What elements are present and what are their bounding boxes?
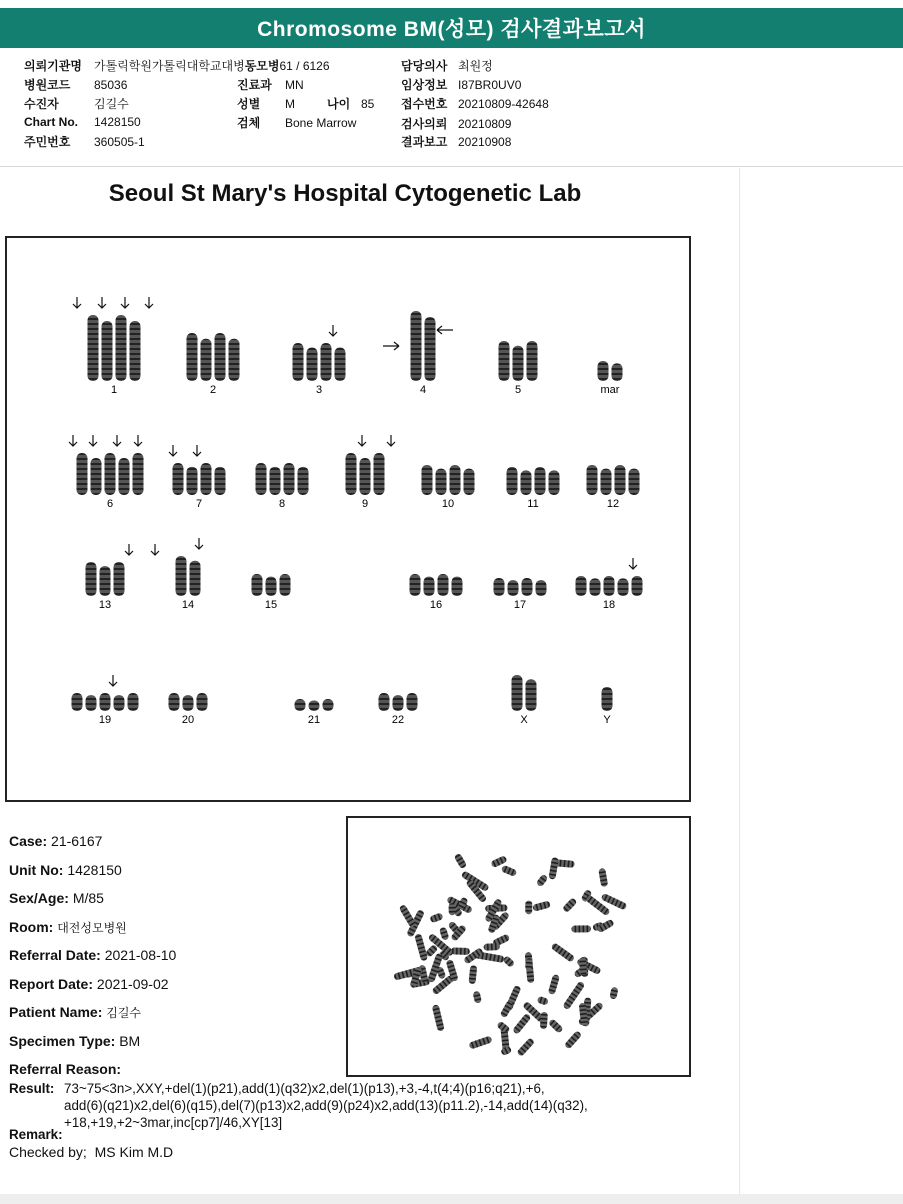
chromosome: [374, 453, 385, 495]
chromosome-label: 3: [315, 384, 323, 396]
chromosome: [598, 361, 609, 381]
karyogram: [7, 238, 689, 800]
chromosome: [513, 346, 524, 381]
referral-reason-field: Referral Reason:: [9, 1061, 122, 1077]
chromosome: [494, 578, 505, 596]
chromosome-group-6: [69, 435, 144, 510]
chromosome: [298, 467, 309, 495]
metaphase-chromosome: [500, 1046, 512, 1057]
chromosome-label: 13: [98, 599, 112, 611]
arrow-down-icon: [121, 297, 129, 308]
metaphase-chromosome: [516, 1037, 535, 1057]
chromosome-group-15: [252, 574, 291, 611]
chromosome: [119, 458, 130, 495]
checked-by-field: Checked by; MS Kim M.D: [9, 1144, 174, 1160]
chromosome-label: 8: [278, 498, 286, 510]
header-chart-no: Chart No. 1428150: [24, 115, 141, 129]
chromosome: [266, 577, 277, 596]
chromosome: [587, 465, 598, 495]
chromosome: [187, 467, 198, 495]
chromosome-group-10: [422, 465, 475, 510]
arrow-down-icon: [89, 435, 97, 446]
chromosome: [612, 363, 623, 381]
arrow-down-icon: [73, 297, 81, 308]
chromosome-group-16: [410, 574, 463, 611]
arrow-down-icon: [109, 675, 117, 686]
arrow-side-icon: [437, 326, 453, 334]
result-field: Result: 73~75<3n>,XXY,+del(1)(p21),add(1)(q32)x2,del(1)(p13),+3,-4,t(4;4)(p16;q21),+6, add(6)(q21)x2,del(6)(q15),del(7)(p13)x2,add(9)(p24)x2,add(13)(p11.2),-14,add(14)(q32), +18,+19,+2~3mar,inc[cp7]/46,XY[13] Remark:: [9, 1080, 689, 1097]
metaphase-chromosome: [540, 1012, 548, 1029]
chromosome: [508, 580, 519, 596]
chromosome-group-Y: [602, 687, 613, 726]
chromosome: [590, 578, 601, 596]
metaphase-chromosome: [571, 925, 591, 932]
chromosome: [346, 453, 357, 495]
chromosome: [105, 453, 116, 495]
header-request-date: 검사의뢰 20210809: [401, 116, 512, 131]
chromosome: [425, 317, 436, 381]
chromosome: [190, 561, 201, 596]
remark-label: Remark:: [9, 1127, 63, 1142]
arrow-down-icon: [629, 558, 637, 569]
chromosome-group-5: [499, 341, 538, 396]
chromosome-group-14: [176, 538, 204, 611]
chromosome: [379, 693, 390, 711]
chromosome-label: 6: [106, 498, 114, 510]
chromosome: [526, 679, 537, 711]
chromosome-label: X: [520, 714, 528, 726]
arrow-down-icon: [193, 445, 201, 456]
chromosome: [201, 339, 212, 381]
chromosome-label: 1: [110, 384, 118, 396]
chromosome: [615, 465, 626, 495]
report-date-field: Report Date: 2021-09-02: [9, 976, 169, 992]
chromosome: [309, 700, 320, 711]
chromosome-label: 2: [209, 384, 217, 396]
chromosome: [183, 695, 194, 711]
metaphase-chromosome: [536, 874, 549, 888]
chromosome: [201, 463, 212, 495]
metaphase-chromosome: [468, 1035, 492, 1049]
chromosome-group-1: [73, 297, 153, 396]
chromosome: [521, 470, 532, 495]
chromosome: [91, 458, 102, 495]
metaphase-chromosome: [579, 957, 587, 975]
chromosome: [176, 556, 187, 596]
chromosome-group-4: [411, 311, 436, 396]
metaphase-chromosome: [429, 912, 443, 923]
chromosome: [86, 562, 97, 596]
header-resident-no: 주민번호 360505-1: [24, 134, 145, 149]
chromosome-group-X: [512, 675, 537, 726]
chromosome: [360, 458, 371, 495]
chromosome: [629, 469, 640, 495]
chromosome: [393, 695, 404, 711]
metaphase-chromosome: [525, 958, 533, 970]
metaphase-chromosome: [512, 1013, 532, 1035]
karyotype-result: 73~75<3n>,XXY,+del(1)(p21),add(1)(q32)x2,del(1)(p13),+3,-4,t(4;4)(p16;q21),+6, add(6)(q21)x2,del(6)(q15),del(7)(p13)x2,add(9)(p24)x2,add(13)(p11.2),-14,add(14)(q32), +18,+19,+2~3mar,inc[cp7]/46,XY[13]: [64, 1081, 588, 1130]
chromosome: [323, 699, 334, 711]
metaphase-chromosome: [596, 919, 615, 934]
chromosome: [618, 578, 629, 596]
chromosome-group-13: [86, 544, 160, 611]
metaphase-chromosome: [525, 901, 532, 915]
chromosome-label: 12: [606, 498, 620, 510]
chromosome-group-3: [293, 325, 346, 396]
chromosome-label: 15: [264, 599, 278, 611]
chromosome-label: 22: [391, 714, 405, 726]
chromosome: [411, 311, 422, 381]
metaphase-image: [346, 816, 691, 1077]
chromosome-label: 19: [98, 714, 112, 726]
chromosome: [576, 576, 587, 596]
report-title: Chromosome BM(성모) 검사결과보고서: [257, 18, 646, 41]
chromosome-label: 17: [513, 599, 527, 611]
chromosome-label: 16: [429, 599, 443, 611]
arrow-side-icon: [383, 342, 399, 350]
chromosome-label: 5: [514, 384, 522, 396]
chromosome: [464, 469, 475, 495]
metaphase-chromosome: [472, 991, 482, 1004]
chromosome: [452, 577, 463, 596]
chromosome: [307, 348, 318, 381]
chromosome-group-mar: [598, 361, 623, 396]
arrow-down-icon: [98, 297, 106, 308]
chromosome: [410, 574, 421, 596]
right-margin-divider: [739, 168, 740, 1194]
chromosome: [77, 453, 88, 495]
metaphase-chromosome: [483, 943, 499, 951]
unit-field: Unit No: 1428150: [9, 862, 122, 878]
metaphase-chromosome: [537, 996, 549, 1006]
chromosome: [100, 566, 111, 596]
chromosome-group-21: [295, 699, 334, 726]
header-institution: 의뢰기관명 가톨릭학원가톨릭대학교대병 동모병 61 / 6126: [24, 58, 330, 73]
chromosome: [169, 693, 180, 711]
chromosome: [187, 333, 198, 381]
chromosome-label: 11: [527, 498, 539, 510]
chromosome: [527, 341, 538, 381]
chromosome-group-18: [576, 558, 643, 611]
room-field: Room: 대전성모병원: [9, 919, 127, 935]
chromosome: [128, 693, 139, 711]
chromosome: [102, 321, 113, 381]
arrow-down-icon: [169, 445, 177, 456]
metaphase-chromosome: [532, 900, 551, 911]
metaphase-chromosome: [439, 927, 450, 941]
chromosome: [522, 578, 533, 596]
chromosome: [114, 695, 125, 711]
arrow-down-icon: [358, 435, 366, 446]
chromosome: [114, 562, 125, 596]
metaphase-chromosome: [454, 853, 468, 870]
chromosome: [215, 333, 226, 381]
chromosome: [72, 693, 83, 711]
sex-age-field: Sex/Age: M/85: [9, 890, 104, 906]
chromosome: [116, 315, 127, 381]
arrow-down-icon: [134, 435, 142, 446]
metaphase-chromosome: [609, 987, 618, 1000]
arrow-down-icon: [387, 435, 395, 446]
chromosome: [335, 348, 346, 381]
chromosome: [293, 343, 304, 381]
header-hospital-code: 병원코드 85036: [24, 77, 128, 92]
metaphase-chromosome: [399, 904, 417, 928]
chromosome-label: 18: [602, 599, 616, 611]
chromosome-group-17: [494, 578, 547, 611]
chromosome-label: 7: [195, 498, 203, 510]
chromosome-group-8: [256, 463, 309, 510]
metaphase-chromosome: [502, 955, 515, 968]
metaphase-chromosome: [448, 903, 455, 915]
chromosome-group-11: [507, 467, 560, 510]
arrow-down-icon: [151, 544, 159, 555]
chromosome-label: 9: [361, 498, 369, 510]
chromosome-group-20: [169, 693, 208, 726]
patient-header: [0, 48, 903, 167]
referral-date-field: Referral Date: 2021-08-10: [9, 947, 177, 963]
arrow-down-icon: [113, 435, 121, 446]
chromosome-group-9: [346, 435, 396, 510]
chromosome: [86, 695, 97, 711]
chromosome: [632, 576, 643, 596]
report-banner: [0, 8, 903, 48]
metaphase-chromosome: [451, 947, 470, 955]
chromosome: [407, 693, 418, 711]
chromosome: [450, 465, 461, 495]
chromosome: [601, 469, 612, 495]
metaphase-chromosome: [548, 857, 559, 880]
chromosome: [197, 693, 208, 711]
metaphase-chromosome: [550, 942, 575, 963]
specimen-type-field: Specimen Type: BM: [9, 1033, 141, 1049]
chromosome: [507, 467, 518, 495]
chromosome-label: mar: [600, 384, 620, 396]
chromosome: [436, 469, 447, 495]
chromosome: [295, 699, 306, 711]
chromosome-group-7: [169, 445, 226, 510]
chromosome-label: 20: [181, 714, 195, 726]
arrow-down-icon: [69, 435, 77, 446]
header-sex-age: 성별 M 나이 85: [237, 96, 375, 111]
chromosome-label: 10: [441, 498, 455, 510]
chromosome: [130, 321, 141, 381]
chromosome-group-19: [72, 675, 139, 726]
chromosome: [252, 574, 263, 596]
chromosome: [604, 576, 615, 596]
chromosome: [215, 467, 226, 495]
chromosome: [280, 574, 291, 596]
chromosome-group-22: [379, 693, 418, 726]
chromosome: [512, 675, 523, 711]
chromosome-label: 4: [419, 384, 427, 396]
metaphase-chromosome: [548, 1018, 564, 1033]
chromosome: [133, 453, 144, 495]
arrow-down-icon: [125, 544, 133, 555]
chromosome: [536, 580, 547, 596]
chromosome: [549, 470, 560, 495]
chromosome-label: 14: [181, 599, 195, 611]
header-specimen: 검체 Bone Marrow: [237, 115, 357, 130]
header-doctor: 담당의사 최원정: [401, 59, 493, 73]
metaphase-spread: [348, 818, 689, 1075]
chromosome: [88, 315, 99, 381]
arrow-down-icon: [145, 297, 153, 308]
chromosome: [321, 343, 332, 381]
chromosome: [173, 463, 184, 495]
arrow-down-icon: [195, 538, 203, 549]
header-receipt-no: 접수번호 20210809-42648: [401, 96, 549, 111]
chromosome: [499, 341, 510, 381]
case-field: Case: 21-6167: [9, 833, 103, 849]
header-department: 진료과 MN: [237, 77, 304, 92]
metaphase-chromosome: [548, 974, 560, 995]
chromosome-group-12: [587, 465, 640, 510]
patient-name-field: Patient Name: 김길수: [9, 1004, 142, 1020]
metaphase-chromosome: [414, 933, 428, 961]
metaphase-chromosome: [598, 868, 608, 887]
metaphase-chromosome: [468, 965, 477, 984]
chromosome: [229, 339, 240, 381]
chromosome-group-2: [187, 333, 240, 396]
chromosome-label: 21: [307, 714, 321, 726]
chromosome: [438, 574, 449, 596]
chromosome: [256, 463, 267, 495]
chromosome: [535, 467, 546, 495]
metaphase-chromosome: [562, 897, 578, 913]
chromosome: [284, 463, 295, 495]
metaphase-chromosome: [564, 1030, 582, 1049]
header-patient: 수진자 김길수: [24, 97, 129, 111]
arrow-down-icon: [329, 325, 337, 336]
chromosome: [602, 687, 613, 711]
metaphase-chromosome: [501, 865, 518, 877]
metaphase-chromosome: [432, 1004, 445, 1031]
header-report-date: 결과보고 20210908: [401, 134, 512, 149]
chromosome: [270, 467, 281, 495]
chromosome-label: Y: [603, 714, 611, 726]
karyotype-image: [5, 236, 691, 802]
footer-bar: [0, 1194, 903, 1204]
header-clinical-info: 임상정보 I87BR0UV0: [401, 77, 522, 92]
chromosome: [100, 693, 111, 711]
chromosome: [424, 577, 435, 596]
chromosome: [422, 465, 433, 495]
lab-title: Seoul St Mary's Hospital Cytogenetic Lab: [108, 180, 582, 207]
